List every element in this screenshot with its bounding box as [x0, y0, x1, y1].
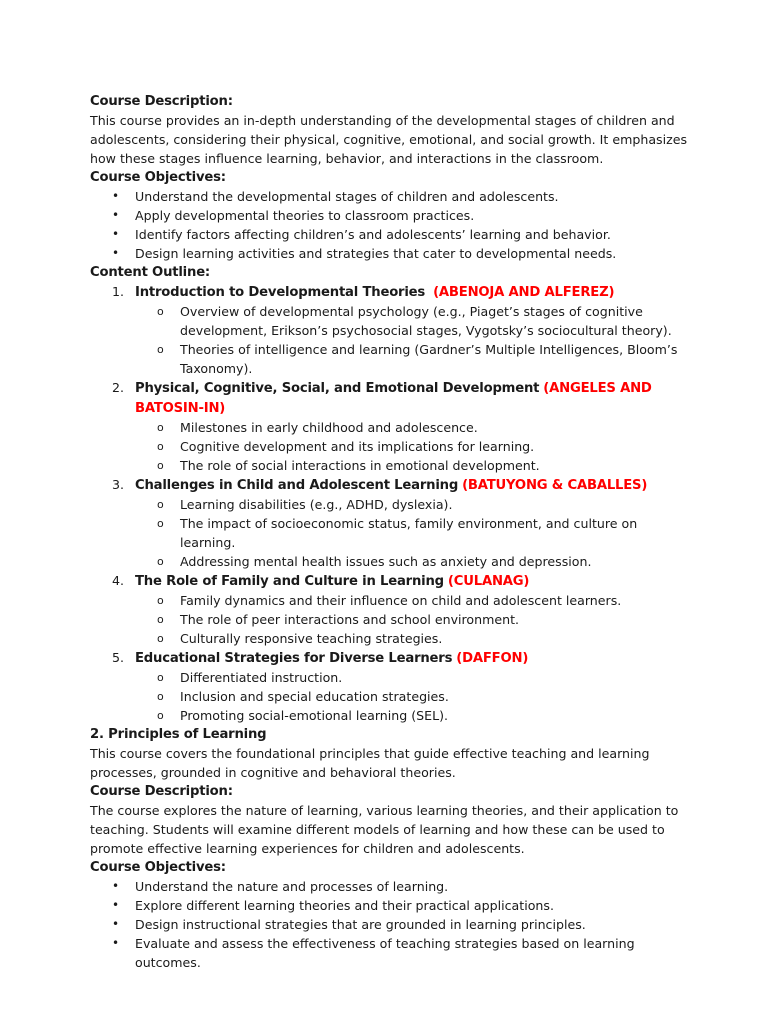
- bullet-icon: •: [112, 917, 120, 931]
- bullet-icon: •: [112, 246, 120, 260]
- topic-title: Introduction to Developmental Theories: [135, 285, 426, 300]
- bullet-icon: •: [112, 189, 120, 203]
- course-description-text: The course explores the nature of learning, various learning theories, and their application to teaching. Students will examine different models of learning and how these can be used to promote effective learning experiences for children and adolescents.: [90, 803, 679, 856]
- circle-bullet-icon: o: [157, 305, 164, 318]
- topic-presenters: (DAFFON): [456, 651, 529, 666]
- list-item: o Differentiated instruction.: [157, 670, 343, 685]
- outline-topic: [90, 378, 690, 475]
- topic-title: Challenges in Child and Adolescent Learning: [135, 478, 459, 493]
- circle-bullet-icon: o: [157, 709, 164, 722]
- course-objectives-heading: Course Objectives:: [90, 170, 226, 185]
- topic-title: The Role of Family and Culture in Learning: [135, 574, 444, 589]
- course-objectives-list: [90, 877, 690, 972]
- bullet-icon: •: [112, 208, 120, 222]
- topic-number: 1.: [112, 284, 125, 299]
- topic-presenters: (ABENOJA AND ALFEREZ): [433, 285, 615, 300]
- list-item: o The impact of socioeconomic status, family environment, and culture on learning.: [157, 516, 638, 550]
- topic-presenters: (ANGELES AND BATOSIN-IN): [135, 381, 652, 416]
- circle-bullet-icon: o: [157, 632, 164, 645]
- list-item: o The role of social interactions in emotional development.: [157, 458, 540, 473]
- course-objectives-heading: Course Objectives:: [90, 860, 226, 875]
- list-item: o Promoting social-emotional learning (SEL).: [157, 708, 449, 723]
- topic-number: 4.: [112, 573, 125, 588]
- circle-bullet-icon: o: [157, 498, 164, 511]
- circle-bullet-icon: o: [157, 440, 164, 453]
- list-item: o Learning disabilities (e.g., ADHD, dyslexia).: [157, 497, 453, 512]
- list-item: o The role of peer interactions and school environment.: [157, 612, 520, 627]
- circle-bullet-icon: o: [157, 459, 164, 472]
- topic-title: Physical, Cognitive, Social, and Emotional Development: [135, 381, 540, 396]
- list-item: o Culturally responsive teaching strategies.: [157, 631, 443, 646]
- list-item: o Inclusion and special education strategies.: [157, 689, 449, 704]
- topic-number: 3.: [112, 477, 125, 492]
- list-item: • Explore different learning theories and their practical applications.: [112, 898, 554, 913]
- outline-topic: [90, 648, 690, 725]
- topic-title: Educational Strategies for Diverse Learners: [135, 651, 453, 666]
- topic-subitems: [135, 302, 690, 378]
- bullet-icon: •: [112, 227, 120, 241]
- circle-bullet-icon: o: [157, 671, 164, 684]
- list-item: • Identify factors affecting children’s and adolescents’ learning and behavior.: [112, 227, 611, 242]
- list-item: • Design learning activities and strategies that cater to developmental needs.: [112, 246, 617, 261]
- topic-subitems: [135, 591, 690, 648]
- topic-subitems: [135, 418, 690, 475]
- topic-presenters: (CULANAG): [447, 574, 530, 589]
- course-objectives-list: [90, 187, 690, 263]
- course-description-text: This course provides an in-depth understanding of the developmental stages of children and adolescents, considering their physical, cognitive, emotional, and social growth. It emphasizes how these stages influence learning, behavior, and interactions in the classroom.: [90, 113, 688, 166]
- circle-bullet-icon: o: [157, 594, 164, 607]
- list-item: • Evaluate and assess the effectiveness of teaching strategies based on learning outcomes.: [112, 936, 635, 970]
- content-outline-list: [90, 282, 690, 725]
- course-description-heading: Course Description:: [90, 94, 233, 109]
- content-outline-heading: Content Outline:: [90, 265, 211, 280]
- list-item: o Cognitive development and its implications for learning.: [157, 439, 535, 454]
- list-item: • Understand the nature and processes of learning.: [112, 879, 449, 894]
- bullet-icon: •: [112, 936, 120, 950]
- topic-number: 2.: [112, 380, 125, 395]
- circle-bullet-icon: o: [157, 421, 164, 434]
- circle-bullet-icon: o: [157, 690, 164, 703]
- outline-topic: [90, 282, 690, 378]
- circle-bullet-icon: o: [157, 517, 164, 530]
- topic-subitems: [135, 495, 690, 571]
- outline-topic: [90, 475, 690, 571]
- list-item: o Addressing mental health issues such as anxiety and depression.: [157, 554, 592, 569]
- topic-presenters: (BATUYONG & CABALLES): [462, 478, 648, 493]
- document-page: [90, 92, 690, 972]
- list-item: • Design instructional strategies that are grounded in learning principles.: [112, 917, 586, 932]
- bullet-icon: •: [112, 879, 120, 893]
- section-intro: This course covers the foundational principles that guide effective teaching and learning processes, grounded in cognitive and behavioral theories.: [90, 746, 650, 780]
- list-item: o Theories of intelligence and learning (Gardner’s Multiple Intelligences, Bloom’s Taxonomy).: [157, 342, 678, 376]
- topic-number: 5.: [112, 650, 125, 665]
- list-item: o Milestones in early childhood and adolescence.: [157, 420, 478, 435]
- bullet-icon: •: [112, 898, 120, 912]
- course-description-heading: Course Description:: [90, 784, 233, 799]
- circle-bullet-icon: o: [157, 555, 164, 568]
- list-item: o Family dynamics and their influence on child and adolescent learners.: [157, 593, 622, 608]
- list-item: • Apply developmental theories to classroom practices.: [112, 208, 475, 223]
- outline-topic: [90, 571, 690, 648]
- section-title: 2. Principles of Learning: [90, 727, 267, 742]
- list-item: o Overview of developmental psychology (e.g., Piaget’s stages of cognitive development, Erikson’s psychosocial stages, Vygotsky’s sociocultural theory).: [157, 304, 672, 338]
- list-item: • Understand the developmental stages of children and adolescents.: [112, 189, 559, 204]
- circle-bullet-icon: o: [157, 343, 164, 356]
- circle-bullet-icon: o: [157, 613, 164, 626]
- topic-subitems: [135, 668, 690, 725]
